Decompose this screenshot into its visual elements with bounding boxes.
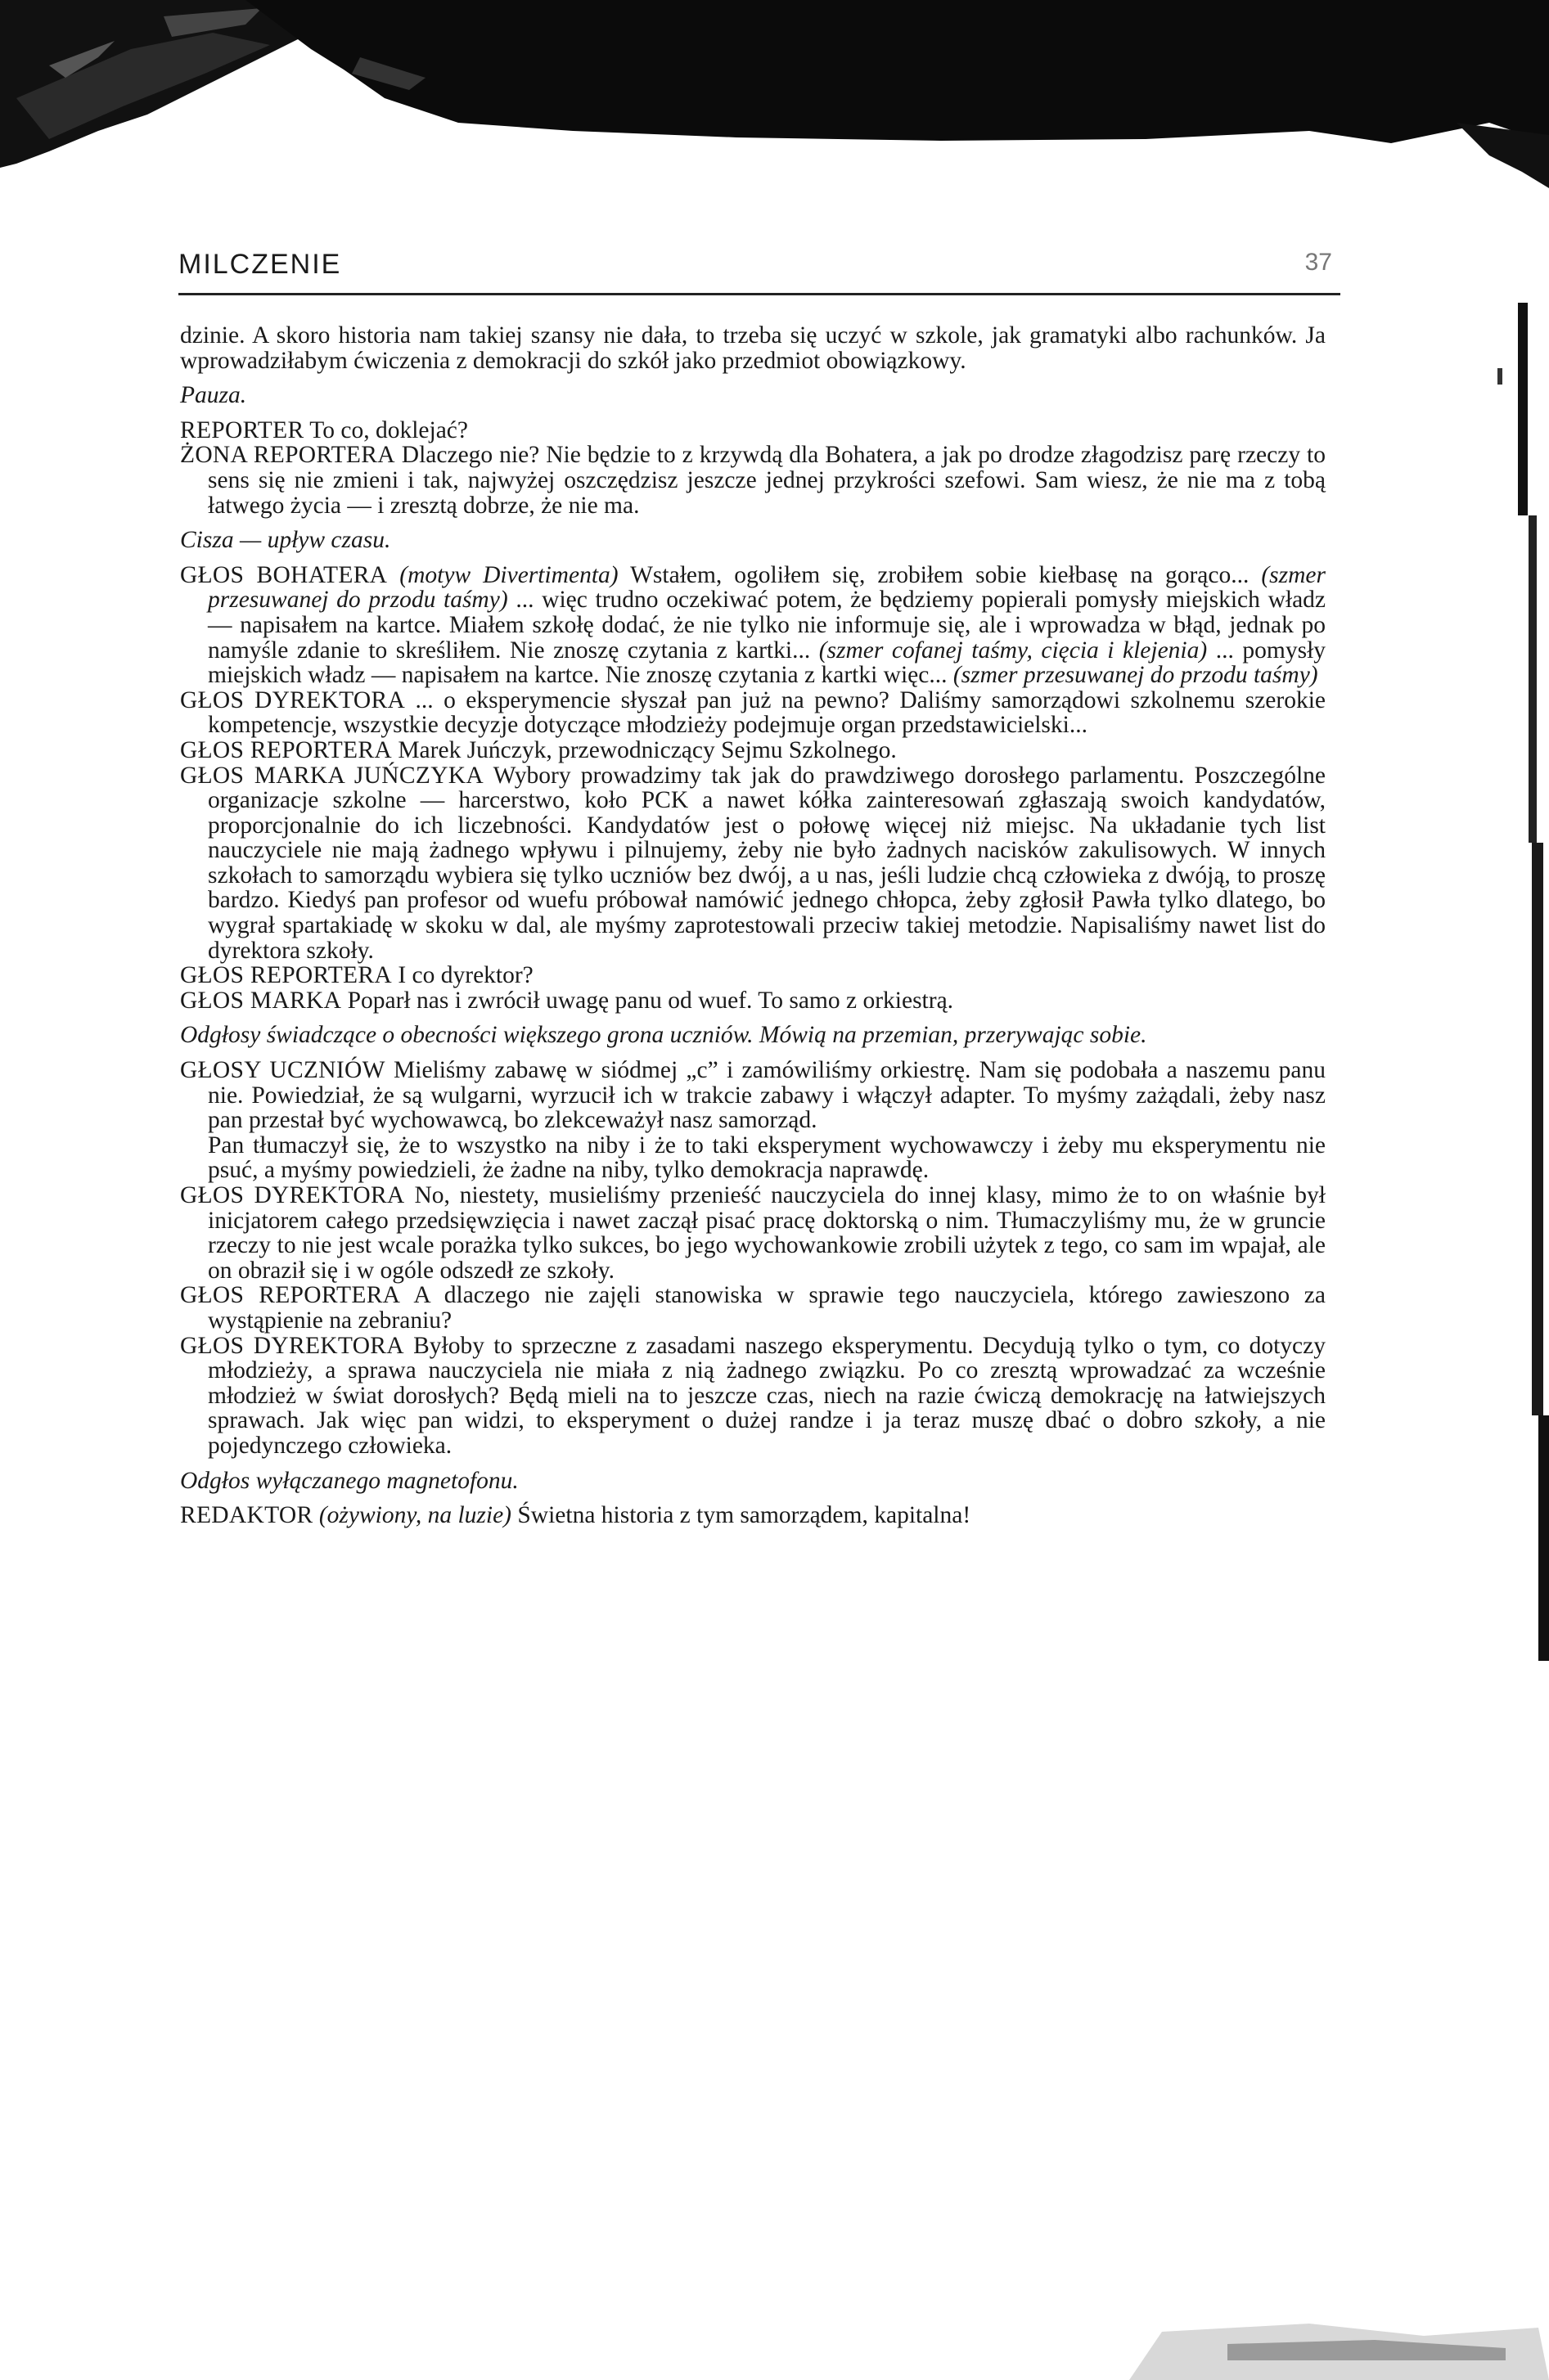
dialogue-text: No, niestety, musieliśmy przenieść nauczyciela do innej klasy, mimo że to on właśnie był inicjatorem całego przedsięwzięcia i nawet zaczął pisać pracę doktorską o nim. Tłumaczyliśmy mu, że w gruncie rzeczy to nie jest wcale porażka tylko sukces, bo jego wychowankowie zrobili użytek z tego, co sam im wpajał, ale on obraził się i w ogóle odszedł ze szkoły. <box>208 1182 1326 1284</box>
dialogue-line <box>180 418 1326 443</box>
speaker-name: REDAKTOR <box>180 1502 313 1529</box>
stage-direction: Cisza — upływ czasu. <box>180 527 391 554</box>
scan-damage-top <box>0 0 1549 188</box>
dialogue-text: A dlaczego nie zajęli stanowiska w sprawie tego nauczyciela, którego zawieszono za wystąpienie na zebraniu? <box>208 1282 1326 1334</box>
speaker-name: GŁOSY UCZNIÓW <box>180 1057 385 1084</box>
stage-direction: Pauza. <box>180 382 247 409</box>
dialogue-line <box>180 738 1326 763</box>
speaker-name: REPORTER <box>180 416 304 443</box>
dialogue-text: Byłoby to sprzeczne z zasadami naszego eksperymentu. Decydują tylko o tym, co dotyczy młodzieży, a sprawa nauczyciela nie miała z nią żadnego związku. Po co zresztą wprowadzać za wcześnie młodzież w świat dorosłych? Będą mieli na to jeszcze czas, niech na razie ćwiczą demokrację na łatwiejszych sprawach. Jak więc pan widzi, to eksperyment o dużej randze i ja teraz muszę dbać o dobro szkoły, a nie pojedynczego człowieka. <box>208 1332 1326 1459</box>
dialogue-line <box>180 443 1326 518</box>
stage-direction: Odgłosy świadczące o obecności większego grona uczniów. Mówią na przemian, przerywając sobie. <box>180 1022 1147 1049</box>
scan-damage-bottom <box>1129 2315 1549 2380</box>
dialogue-text: Świetna historia z tym samorządem, kapitalna! <box>511 1502 971 1529</box>
play-text <box>180 323 1326 1528</box>
dialogue-text: To co, doklejać? <box>304 416 468 443</box>
dialogue-line <box>180 963 1326 988</box>
dialogue-text: I co dyrektor? <box>391 962 534 989</box>
dialogue-text: Mieliśmy zabawę w siódmej „c” i zamówiliśmy orkiestrę. Nam się podobała a naszemu panu nie. Powiedział, że są wulgarni, wyrzucił ich w trakcie zabawy i włączył adapter. To myśmy zażądali, żeby nasz pan przestał być wychowawcą, bo zlekceważył nasz samorząd. <box>208 1057 1326 1134</box>
speaker-name: GŁOS REPORTERA <box>180 962 392 989</box>
dialogue-line <box>180 1283 1326 1333</box>
inline-stage-direction: (szmer cofanej taśmy, cięcia i klejenia) <box>818 637 1208 664</box>
speaker-name: GŁOS MARKA JUŃCZYKA <box>180 762 484 789</box>
dialogue-text: Marek Juńczyk, przewodniczący Sejmu Szkolnego. <box>391 736 897 763</box>
speaker-name: GŁOS DYREKTORA <box>180 1182 405 1208</box>
speaker-name: GŁOS BOHATERA <box>180 561 388 588</box>
speaker-name: GŁOS DYREKTORA <box>180 686 406 713</box>
dialogue-line <box>180 1058 1326 1133</box>
dialogue-text: Poparł nas i zwrócił uwagę panu od wuef. To samo z orkiestrą. <box>341 987 954 1014</box>
dialogue-line <box>180 988 1326 1014</box>
inline-stage-direction: (motyw Divertimenta) <box>387 561 619 588</box>
dialogue-text: Wybory prowadzimy tak jak do prawdziwego dorosłego parlamentu. Poszczególne organizacje szkolne — harcerstwo, koło PCK a nawet kółka zainteresowań zgłaszają swoich kandydatów, proporcjonalnie do ich liczebności. Kandydatów jest o połowę więcej niż miejsc. Na układanie tych list nauczyciele nie mają żadnego wpływu i pilnujemy, żeby nie było żadnych nacisków zakulisowych. W innych szkołach to samorządu wybiera się tylko uczniów bez dwój, a u nas, jeśli ludzie chcą człowieka z dwóją, to proszę bardzo. Kiedyś pan profesor od wuefu próbował namówić jednego chłopca, żeby zgłosił Pawła tylko dlatego, bo wygrał spartakiadę w skoku w dal, ale myśmy zaprotestowali przeciw takiej metodzie. Napisaliśmy nawet list do dyrektora szkoły. <box>208 762 1326 964</box>
dialogue-line <box>180 1503 1326 1528</box>
scan-damage-right <box>1481 270 1549 1661</box>
dialogue-line <box>180 688 1326 738</box>
running-title: MILCZENIE <box>178 249 342 280</box>
page-number: 37 <box>1304 249 1332 276</box>
page-header <box>178 245 1340 295</box>
dialogue-text: ... więc trudno oczekiwać potem, że będziemy popierali pomysły miejskich władz — napisałem na kartce. Miałem szkołę dodać, że nie tylko nie informuje się, ale i wprowadza w błąd, jednak po namyśle zdanie to skreśliłem. Nie znoszę czytania z kartki... <box>208 587 1326 664</box>
dialogue-line <box>180 1183 1326 1283</box>
dialogue-text: Wstałem, ogoliłem się, zrobiłem sobie kiełbasę na gorąco... <box>618 561 1262 588</box>
paragraph-continuation: Pan tłumaczył się, że to wszystko na niby i że to taki eksperyment wychowawczy i żeby mu eksperymentu nie psuć, a myśmy powiedzieli, że żadne na niby, tylko demokracja naprawdę. <box>208 1132 1326 1184</box>
dialogue-line <box>180 763 1326 964</box>
dialogue-line <box>180 563 1326 688</box>
speaker-name: GŁOS REPORTERA <box>180 1282 401 1309</box>
inline-stage-direction: (szmer przesuwanej do przodu taśmy) <box>208 561 1326 614</box>
inline-stage-direction: (szmer przesuwanej do przodu taśmy) <box>952 662 1318 689</box>
dialogue-line <box>180 1334 1326 1459</box>
inline-stage-direction: (ożywiony, na luzie) <box>313 1502 512 1529</box>
speaker-name: GŁOS MARKA <box>180 987 342 1014</box>
dialogue-text: ... pomysły miejskich władz — napisałem na kartce. Nie znoszę czytania z kartki więc... <box>208 637 1326 689</box>
speaker-name: GŁOS DYREKTORA <box>180 1332 404 1359</box>
stage-direction: Odgłos wyłączanego magnetofonu. <box>180 1467 519 1494</box>
speaker-name: ŻONA REPORTERA <box>180 442 395 469</box>
paragraph-continuation: dzinie. A skoro historia nam takiej szansy nie dała, to trzeba się uczyć w szkole, jak gramatyki albo rachunków. Ja wprowadziłabym ćwiczenia z demokracji do szkół jako przedmiot obowiązkowy. <box>180 322 1326 374</box>
speaker-name: GŁOS REPORTERA <box>180 736 392 763</box>
dialogue-text: ... o eksperymencie słyszał pan już na pewno? Daliśmy samorządowi szkolnemu szerokie kompetencje, wszystkie decyzje dotyczące młodzieży podejmuje organ przedstawicielski... <box>208 686 1326 739</box>
dialogue-text: Dlaczego nie? Nie będzie to z krzywdą dla Bohatera, a jak po drodze złagodzisz parę rzeczy to sens się nie zmieni i tak, najwyżej oszczędzisz jeszcze jednej przykrości szefowi. Sam wiesz, że nie ma z tobą łatwego życia — i zresztą dobrze, że nie ma. <box>208 442 1326 519</box>
